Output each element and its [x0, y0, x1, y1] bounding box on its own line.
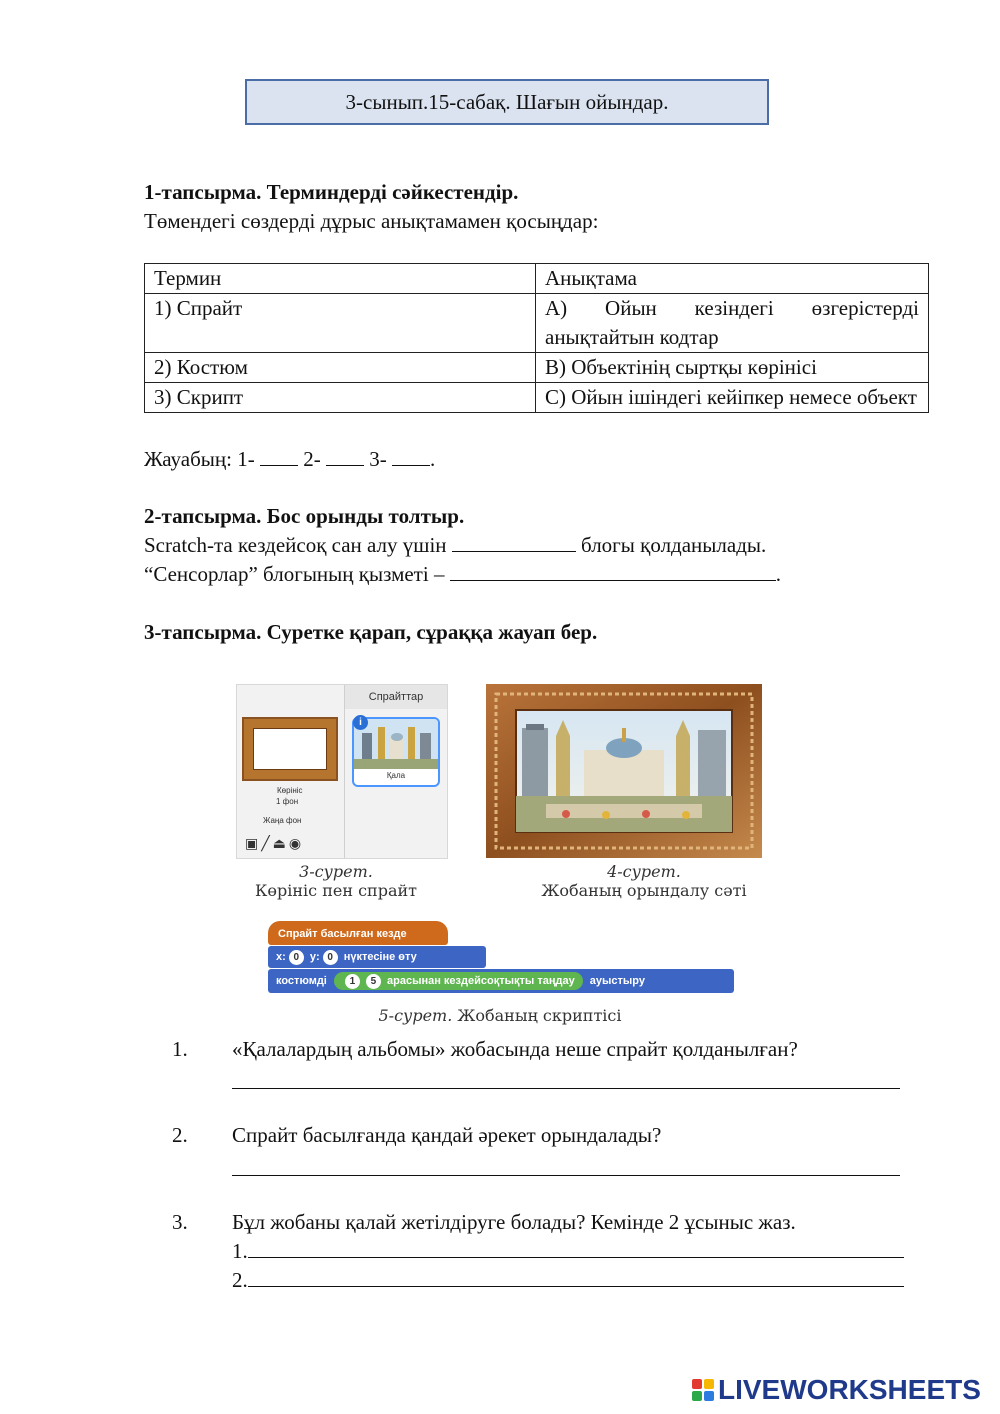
y-label: y: [309, 951, 320, 963]
answer-blank-3[interactable] [392, 445, 430, 466]
switch-costume-block [268, 969, 734, 993]
logo-square-green [692, 1391, 702, 1401]
new-backdrop-label: Жаңа фон [263, 816, 302, 825]
question-2-number: 2. [172, 1123, 188, 1147]
camera-icon[interactable]: ◉ [288, 836, 305, 852]
city-picture [486, 684, 762, 858]
suggestion-2-number: 2. [232, 1268, 248, 1292]
header-definition: Анықтама [536, 264, 929, 294]
definition-cell: С) Ойын ішіндегі кейіпкер немесе объект [536, 383, 929, 413]
suggestion-2-answer-line[interactable] [248, 1266, 904, 1287]
definition-cell: А) Ойын кезіндегі өзгерістерді анықтайтын кодтар [536, 294, 929, 353]
figure5-caption-text: Жобаның скриптісі [457, 1006, 622, 1025]
upload-icon[interactable]: ⏏ [272, 836, 289, 852]
figure4-caption-num: 4-сурет. [607, 862, 681, 881]
switch-label: ауыстыру [589, 975, 646, 987]
answer-blank-1[interactable] [260, 445, 298, 466]
random-from: 1 [345, 974, 360, 989]
question-3-text: Бұл жобаны қалай жетілдіруге болады? Кемінде 2 ұсыныс жаз. [232, 1210, 796, 1234]
suggestion-2 [232, 1266, 904, 1295]
suggestion-1 [232, 1237, 904, 1266]
panel-divider [344, 685, 345, 858]
task2-line1-start: Scratch-та кездейсоқ сан алу үшін [144, 533, 447, 557]
stage-count: 1 фон [276, 797, 299, 806]
figure5-caption-num: 5-сурет. [378, 1006, 453, 1025]
figure3-caption-num: 3-сурет. [299, 862, 373, 881]
answer-end: . [429, 447, 436, 471]
term-cell: 2) Костюм [145, 353, 536, 383]
answer-blank-2[interactable] [326, 445, 364, 466]
header-term: Термин [145, 264, 536, 294]
definition-cell: В) Объектінің сыртқы көрінісі [536, 353, 929, 383]
task2-line2-start: “Сенсорлар” блогының қызметі – [144, 562, 445, 586]
task1-instruction: Төмендегі сөздерді дұрыс анықтамамен қосыңдар: [144, 209, 599, 233]
stage-thumbnail [242, 717, 338, 781]
terms-table [144, 263, 929, 413]
task2-line2-end: . [775, 562, 781, 586]
go-to-xy-block [268, 946, 486, 968]
answer-label: Жауабың: 1- [144, 447, 255, 471]
task1-heading: 1-тапсырма. Терминдерді сәйкестендір. [144, 180, 519, 204]
pick-random-label: арасынан кездейсоқтықты таңдау [387, 975, 575, 987]
question-1-text: «Қалалардың альбомы» жобасында неше спрайт қолданылған? [232, 1037, 798, 1061]
when-sprite-clicked-block [268, 921, 448, 945]
pick-random-block [334, 972, 583, 990]
worksheet-title [245, 79, 769, 125]
paint-brush-icon[interactable]: ╱ [261, 836, 273, 852]
logo-square-blue [704, 1391, 714, 1401]
y-value: 0 [323, 950, 338, 965]
backdrop-tools [245, 836, 304, 852]
task3-heading: 3-тапсырма. Суретке қарап, сұраққа жауап бер. [144, 620, 598, 644]
question-1-number: 1. [172, 1037, 188, 1061]
logo-text: LIVEWORKSHEETS [718, 1374, 981, 1405]
framed-city-picture [486, 684, 762, 858]
image-icon[interactable]: ▣ [245, 836, 262, 852]
task2-line1-end: блогы қолданылады. [581, 533, 767, 557]
figure3-caption-text: Көрініс пен спрайт [254, 881, 417, 900]
task2-line2 [144, 560, 781, 589]
answer-label-3: 3- [369, 447, 387, 471]
figure4-caption-text: Жобаның орындалу сәті [541, 881, 747, 900]
figure3-caption [236, 862, 436, 900]
table-row [145, 383, 929, 413]
go-to-label: нүктесіне өту [343, 951, 417, 963]
liveworksheets-logo [692, 1374, 981, 1406]
x-value: 0 [289, 950, 304, 965]
random-to: 5 [366, 974, 381, 989]
table-header-row [145, 264, 929, 294]
logo-square-yellow [704, 1379, 714, 1389]
question-2-answer-line[interactable] [232, 1175, 900, 1176]
info-icon[interactable]: i [353, 715, 368, 730]
task2-heading: 2-тапсырма. Бос орынды толтыр. [144, 504, 465, 528]
costume-label: костюмді [276, 975, 327, 987]
scratch-sprite-panel [236, 684, 448, 859]
logo-square-red [692, 1379, 702, 1389]
task1-answer-line [144, 445, 435, 474]
x-label: x: [276, 951, 286, 963]
table-row [145, 353, 929, 383]
task2-blank-1[interactable] [452, 531, 576, 552]
question-1-answer-line[interactable] [232, 1088, 900, 1089]
suggestion-1-number: 1. [232, 1239, 248, 1263]
hat-block-label: Спрайт басылған кезде [278, 928, 407, 940]
worksheet-title-text: 3-сынып.15-сабақ. Шағын ойындар. [345, 89, 669, 114]
question-2-text: Спрайт басылғанда қандай әрекет орындалады? [232, 1123, 662, 1147]
task2-blank-2[interactable] [450, 560, 776, 581]
term-cell: 1) Спрайт [145, 294, 536, 353]
figure5-caption [300, 1006, 700, 1025]
suggestion-1-answer-line[interactable] [248, 1237, 904, 1258]
sprites-header: Спрайттар [345, 685, 447, 709]
table-row [145, 294, 929, 353]
term-cell: 3) Скрипт [145, 383, 536, 413]
task2-line1 [144, 531, 766, 560]
question-3-number: 3. [172, 1210, 188, 1234]
answer-label-2: 2- [303, 447, 321, 471]
logo-mark-icon [692, 1379, 714, 1401]
sprite-name: Қала [386, 771, 406, 780]
figure4-caption [526, 862, 762, 900]
stage-label: Көрініс [277, 786, 303, 795]
